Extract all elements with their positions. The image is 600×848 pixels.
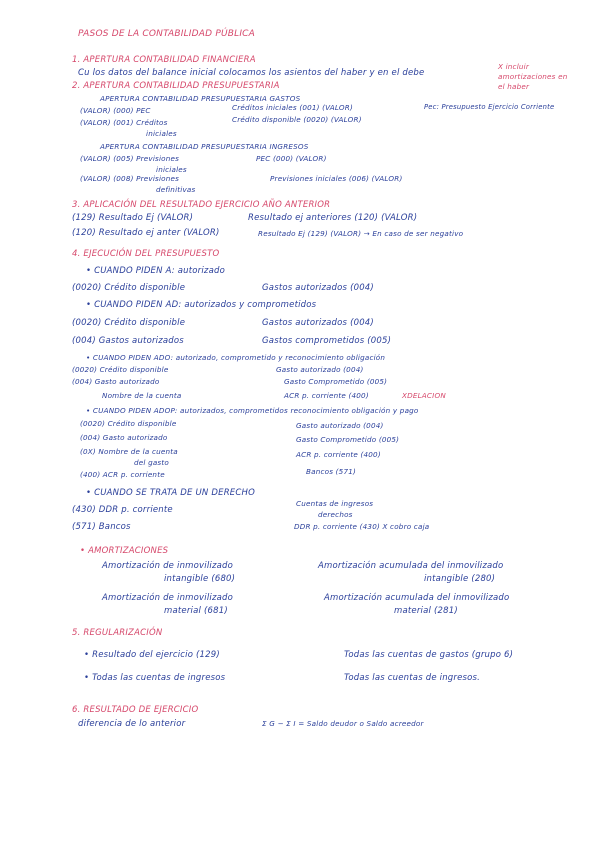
amort-left-2: Amortización de inmovilizado	[102, 593, 234, 603]
case-ado-highlight: XDELACION	[402, 391, 446, 400]
section-1-note-line-3: el haber	[498, 82, 530, 91]
gastos-right-2: Crédito disponible (0020) (VALOR)	[232, 115, 362, 124]
ingresos-left-2b: definitivas	[156, 185, 196, 194]
case-a-heading: • CUANDO PIDEN A: autorizado	[86, 266, 225, 276]
gastos-title: APERTURA CONTABILIDAD PRESUPUESTARIA GASTOS	[100, 94, 301, 103]
case-ad-right-2: Gastos comprometidos (005)	[262, 336, 392, 346]
derecho-heading: • CUANDO SE TRATA DE UN DERECHO	[86, 488, 255, 498]
section-1-note-line-1: X incluir	[498, 62, 530, 71]
case-adop-right-1: Gasto autorizado (004)	[296, 421, 384, 430]
section-5-line-2-left: • Todas las cuentas de ingresos	[84, 673, 226, 683]
case-adop-left-3b: del gasto	[134, 458, 169, 467]
amortizaciones-heading: • AMORTIZACIONES	[80, 546, 169, 556]
ingresos-right-1: PEC (000) (VALOR)	[256, 154, 327, 163]
derecho-left-2: (571) Bancos	[72, 522, 131, 532]
ingresos-right-2: Previsiones iniciales (006) (VALOR)	[270, 174, 403, 183]
ingresos-left-2: (VALOR) (008) Previsiones	[80, 174, 180, 183]
section-3-heading: 3. APLICACIÓN DEL RESULTADO EJERCICIO AÑO ANTERIOR	[72, 200, 331, 210]
section-5-heading: 5. REGULARIZACIÓN	[72, 628, 163, 638]
section-3-line-1-left: (129) Resultado Ej (VALOR)	[72, 213, 194, 223]
amort-right-1b: intangible (280)	[424, 574, 496, 584]
amort-left-1: Amortización de inmovilizado	[102, 561, 234, 571]
amort-left-2b: material (681)	[164, 606, 228, 616]
section-3-line-2-right: Resultado Ej (129) (VALOR) → En caso de ser negativo	[258, 229, 464, 238]
case-ado-left-1: (0020) Crédito disponible	[72, 365, 169, 374]
case-ad-right-1: Gastos autorizados (004)	[262, 318, 374, 328]
section-5-line-1-left: • Resultado del ejercicio (129)	[84, 650, 220, 660]
case-ado-right-2: Gasto Comprometido (005)	[284, 377, 388, 386]
case-adop-right-3: ACR p. corriente (400)	[296, 450, 381, 459]
section-1-note-line-2: amortizaciones en	[498, 72, 568, 81]
case-a-right: Gastos autorizados (004)	[262, 283, 374, 293]
ingresos-title: APERTURA CONTABILIDAD PRESUPUESTARIA INGRESOS	[100, 142, 309, 151]
case-adop-left-3: (0X) Nombre de la cuenta	[80, 447, 178, 456]
case-ado-left-3: Nombre de la cuenta	[102, 391, 182, 400]
amort-right-2b: material (281)	[394, 606, 458, 616]
case-ad-heading: • CUANDO PIDEN AD: autorizados y comprometidos	[86, 300, 317, 310]
section-4-heading: 4. EJECUCIÓN DEL PRESUPUESTO	[72, 249, 220, 259]
gastos-left-2: (VALOR) (001) Créditos	[80, 118, 168, 127]
gastos-left-2b: iniciales	[146, 129, 177, 138]
derecho-right-2: DDR p. corriente (430) X cobro caja	[294, 522, 430, 531]
case-a-left: (0020) Crédito disponible	[72, 283, 186, 293]
section-2-heading: 2. APERTURA CONTABILIDAD PRESUPUESTARIA	[72, 81, 280, 91]
section-6-heading: 6. RESULTADO DE EJERCICIO	[72, 705, 199, 715]
case-ado-left-2: (004) Gasto autorizado	[72, 377, 160, 386]
case-ad-left-2: (004) Gastos autorizados	[72, 336, 184, 346]
pec-note: Pec: Presupuesto Ejercicio Corriente	[424, 103, 555, 111]
amort-left-1b: intangible (680)	[164, 574, 236, 584]
case-ado-heading: • CUANDO PIDEN ADO: autorizado, comprometido y reconocimiento obligación	[86, 353, 386, 362]
case-adop-heading: • CUANDO PIDEN ADOP: autorizados, comprometidos reconocimiento obligación y pago	[86, 406, 419, 415]
page-title: PASOS DE LA CONTABILIDAD PÚBLICA	[78, 29, 256, 39]
section-5-line-2-right: Todas las cuentas de ingresos.	[344, 673, 481, 683]
section-3-line-2-left: (120) Resultado ej anter (VALOR)	[72, 228, 220, 238]
section-5-line-1-right: Todas las cuentas de gastos (grupo 6)	[344, 650, 514, 660]
ingresos-left-1: (VALOR) (005) Previsiones	[80, 154, 180, 163]
amort-right-1: Amortización acumulada del inmovilizado	[318, 561, 504, 571]
gastos-left-1: (VALOR) (000) PEC	[80, 106, 151, 115]
section-1-heading: 1. APERTURA CONTABILIDAD FINANCIERA	[72, 55, 256, 65]
derecho-right-1b: derechos	[318, 510, 353, 519]
ingresos-left-1b: iniciales	[156, 165, 187, 174]
case-ado-right-3: ACR p. corriente (400)	[284, 391, 369, 400]
case-adop-left-1: (0020) Crédito disponible	[80, 419, 177, 428]
section-1-text: Cu los datos del balance inicial colocamos los asientos del haber y en el debe	[78, 68, 425, 78]
case-adop-right-4: Bancos (571)	[306, 467, 356, 476]
case-ado-right-1: Gasto autorizado (004)	[276, 365, 364, 374]
section-6-right: Σ G − Σ I = Saldo deudor o Saldo acreedor	[262, 719, 424, 728]
amort-right-2: Amortización acumulada del inmovilizado	[324, 593, 510, 603]
section-6-left: diferencia de lo anterior	[78, 719, 186, 729]
derecho-left-1: (430) DDR p. corriente	[72, 505, 173, 515]
derecho-right-1: Cuentas de ingresos	[296, 499, 374, 508]
case-adop-left-2: (004) Gasto autorizado	[80, 433, 168, 442]
section-3-line-1-right: Resultado ej anteriores (120) (VALOR)	[248, 213, 418, 223]
case-adop-right-2: Gasto Comprometido (005)	[296, 435, 400, 444]
gastos-right-1: Créditos iniciales (001) (VALOR)	[232, 103, 353, 112]
case-ad-left-1: (0020) Crédito disponible	[72, 318, 186, 328]
case-adop-left-4: (400) ACR p. corriente	[80, 470, 165, 479]
